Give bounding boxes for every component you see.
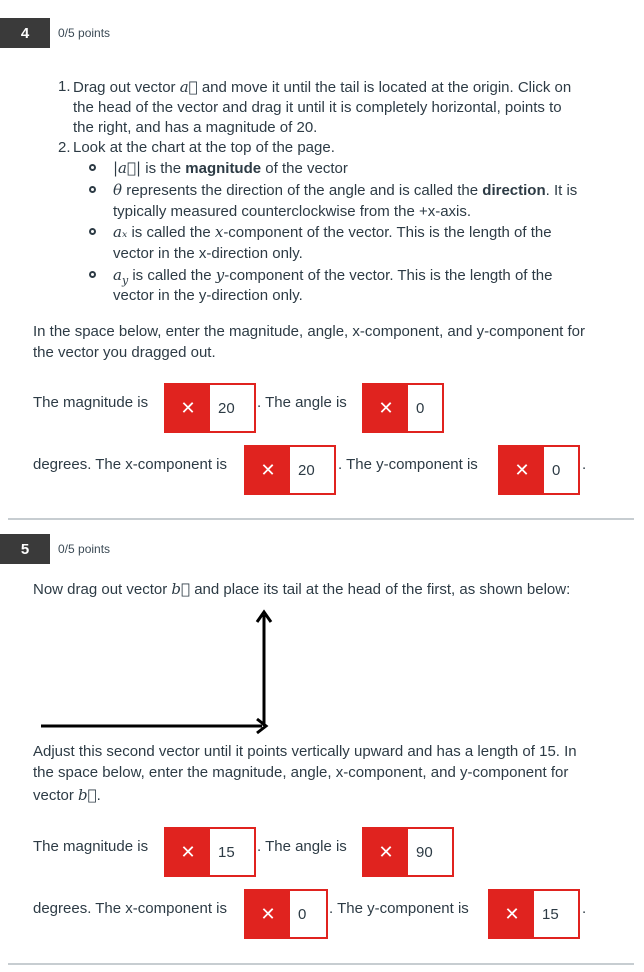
step-1-line-1: [73, 77, 571, 98]
step-1-text-a: Drag out vector: [73, 79, 176, 96]
points-label: 0/5 points: [58, 26, 111, 40]
bullet-direction: [113, 180, 577, 201]
step-2-number: 2.: [58, 139, 71, 156]
adjust-line-2: the space below, enter the magnitude, angle, x-component, and y-component for: [33, 764, 569, 781]
y-component-label: . The y-component is: [329, 900, 469, 917]
ay-symbol-sub: y: [121, 274, 129, 287]
question-number-badge: [0, 18, 50, 48]
adjust-line-3-text: vector: [33, 787, 74, 804]
vector-a-symbol: a⃗: [179, 78, 198, 96]
angle-answer-field[interactable]: [362, 827, 454, 877]
angle-answer-field[interactable]: [362, 383, 444, 433]
question-divider: [8, 518, 634, 520]
y-component-label: . The y-component is: [338, 456, 478, 473]
bullet-1-text-b: of the vector: [265, 160, 348, 177]
ay-symbol-base: a: [113, 266, 122, 284]
bullet-icon: [89, 271, 96, 278]
incorrect-icon: ✕: [166, 385, 210, 431]
incorrect-icon: ✕: [500, 447, 544, 493]
bullet-magnitude: [113, 158, 348, 179]
vector-b-symbol: b⃗: [171, 580, 191, 598]
bullet-1-text-a: is the: [145, 160, 182, 177]
adjust-line-1: Adjust this second vector until it points vertically upward and has a length of 15. In: [33, 743, 577, 760]
magnitude-answer-field[interactable]: [164, 827, 256, 877]
magnitude-answer-field[interactable]: [164, 383, 256, 433]
question-number: 4: [20, 24, 30, 42]
incorrect-icon: ✕: [166, 829, 210, 875]
ay-symbol: [113, 266, 129, 287]
period: .: [582, 456, 587, 473]
q5-intro: [33, 579, 570, 600]
incorrect-icon: ✕: [246, 891, 290, 937]
x-component-answer-field[interactable]: [244, 445, 336, 495]
step-2-line-1: Look at the chart at the top of the page.: [73, 139, 335, 156]
bullet-x-component-line-2: vector in the x-direction only.: [113, 245, 303, 262]
bullet-3-text-b: -component of the vector. This is the length of the: [223, 224, 552, 241]
degrees-x-component-label: degrees. The x-component is: [33, 456, 227, 473]
step-1-line-3: the right, and has a magnitude of 20.: [73, 119, 318, 136]
bullet-2-text-a: represents the direction of the angle and is called the: [126, 182, 479, 199]
y-symbol: y: [215, 266, 225, 284]
step-1-number: 1.: [58, 78, 71, 95]
q5-intro-text-b: and place its tail at the head of the first, as shown below:: [194, 581, 571, 598]
instruction-line-1: In the space below, enter the magnitude, angle, x-component, and y-component for: [33, 323, 586, 340]
points-label: 0/5 points: [58, 542, 111, 556]
angle-label: . The angle is: [257, 838, 347, 855]
incorrect-icon: ✕: [490, 891, 534, 937]
magnitude-answer-value: 20: [218, 399, 235, 417]
q5-intro-text-a: Now drag out vector: [33, 581, 168, 598]
bullet-4-text-b: -component of the vector. This is the length of the: [224, 267, 553, 284]
bullet-y-component-line-2: vector in the y-direction only.: [113, 287, 303, 304]
bullet-icon: [89, 164, 96, 171]
bullet-3-text-a: is called the: [131, 224, 211, 241]
bullet-1-bold: magnitude: [185, 160, 262, 177]
x-symbol: x: [214, 223, 224, 241]
bullet-2-text-b: . It is: [545, 182, 578, 199]
bullet-icon: [89, 186, 96, 193]
y-component-answer-field[interactable]: [488, 889, 580, 939]
incorrect-icon: ✕: [364, 829, 408, 875]
angle-answer-value: 90: [416, 843, 433, 861]
bullet-x-component: [113, 222, 552, 243]
angle-answer-value: 0: [416, 399, 425, 417]
instruction-line-2: the vector you dragged out.: [33, 344, 216, 361]
angle-label: . The angle is: [257, 394, 347, 411]
question-number-badge: [0, 534, 50, 564]
incorrect-icon: ✕: [364, 385, 408, 431]
bullet-4-text-a: is called the: [132, 267, 212, 284]
y-component-answer-value: 0: [552, 461, 561, 479]
adjust-line-3-period: .: [96, 787, 101, 804]
magnitude-label: The magnitude is: [33, 394, 149, 411]
question-divider: [8, 963, 634, 965]
vector-diagram: [36, 606, 276, 736]
vector-b-symbol: b⃗: [78, 786, 97, 804]
bullet-icon: [89, 228, 96, 235]
theta-symbol: θ: [113, 181, 123, 199]
y-component-answer-field[interactable]: [498, 445, 580, 495]
magnitude-label: The magnitude is: [33, 838, 149, 855]
incorrect-icon: ✕: [246, 447, 290, 493]
bullet-2-bold: direction: [482, 182, 546, 199]
degrees-x-component-label: degrees. The x-component is: [33, 900, 227, 917]
question-number: 5: [20, 540, 30, 558]
x-component-answer-field[interactable]: [244, 889, 328, 939]
y-component-answer-value: 15: [542, 905, 559, 923]
step-1-line-2: the head of the vector and drag it until it is completely horizontal, points to: [73, 99, 562, 116]
x-component-answer-value: 0: [298, 905, 307, 923]
adjust-line-3: [33, 785, 101, 806]
magnitude-answer-value: 15: [218, 843, 235, 861]
bullet-direction-line-2: typically measured counterclockwise from the +x-axis.: [113, 203, 472, 220]
step-1-text-b: and move it until the tail is located at the origin. Click on: [201, 79, 572, 96]
ax-symbol: aₓ: [113, 223, 128, 241]
period: .: [582, 900, 587, 917]
x-component-answer-value: 20: [298, 461, 315, 479]
magnitude-symbol: |a⃗|: [113, 159, 142, 177]
